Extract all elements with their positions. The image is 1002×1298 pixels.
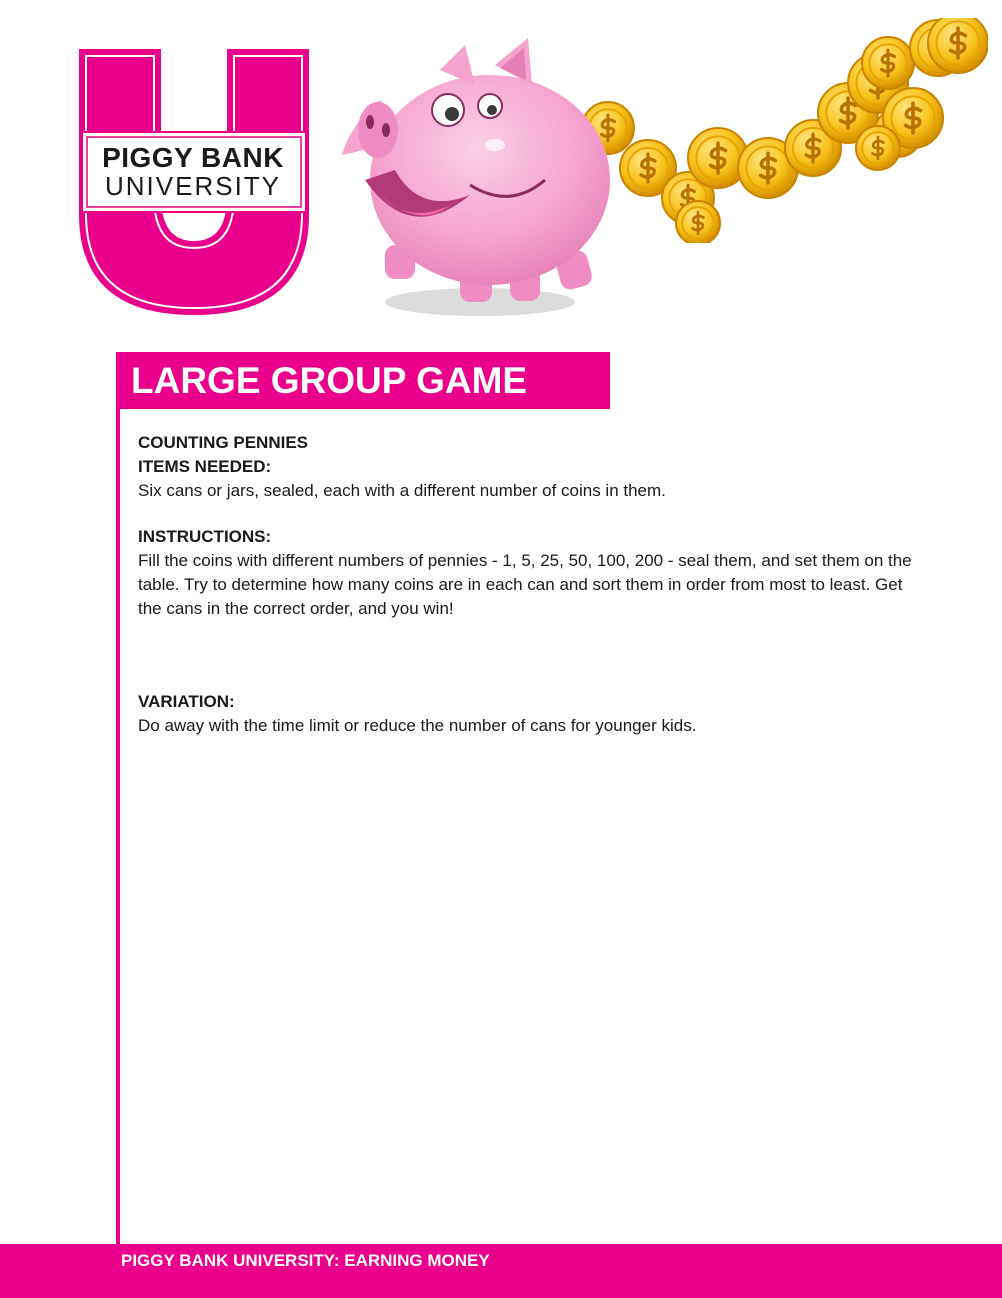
- logo-line-piggy-bank: PIGGY BANK: [102, 142, 284, 173]
- variation-section: [138, 690, 928, 738]
- instructions-text: Fill the coins with different numbers of pennies - 1, 5, 25, 50, 100, 200 - seal them, and set them on the table. Try to determine how many coins are in each can and sort them in order from most to least. Get the cans in the correct order, and you win!: [138, 551, 912, 618]
- page-title: LARGE GROUP GAME: [116, 352, 610, 409]
- piggy-bank-icon: [340, 30, 620, 320]
- variation-text: Do away with the time limit or reduce the number of cans for younger kids.: [138, 716, 697, 735]
- items-needed-section: [138, 455, 928, 503]
- items-needed-text: Six cans or jars, sealed, each with a different number of coins in them.: [138, 481, 666, 500]
- dollar-coin-icon: [578, 18, 988, 243]
- left-border-rule: [116, 352, 120, 1247]
- variation-heading: VARIATION:: [138, 692, 235, 711]
- logo-wordmark: [83, 133, 303, 209]
- instructions-heading: INSTRUCTIONS:: [138, 527, 272, 546]
- items-needed-heading: ITEMS NEEDED:: [138, 457, 272, 476]
- game-content: [138, 431, 928, 738]
- logo-line-university: UNIVERSITY: [104, 171, 282, 201]
- instructions-section: [138, 525, 928, 621]
- game-name: COUNTING PENNIES: [138, 433, 309, 452]
- footer-bar: PIGGY BANK UNIVERSITY: EARNING MONEY: [0, 1244, 1002, 1298]
